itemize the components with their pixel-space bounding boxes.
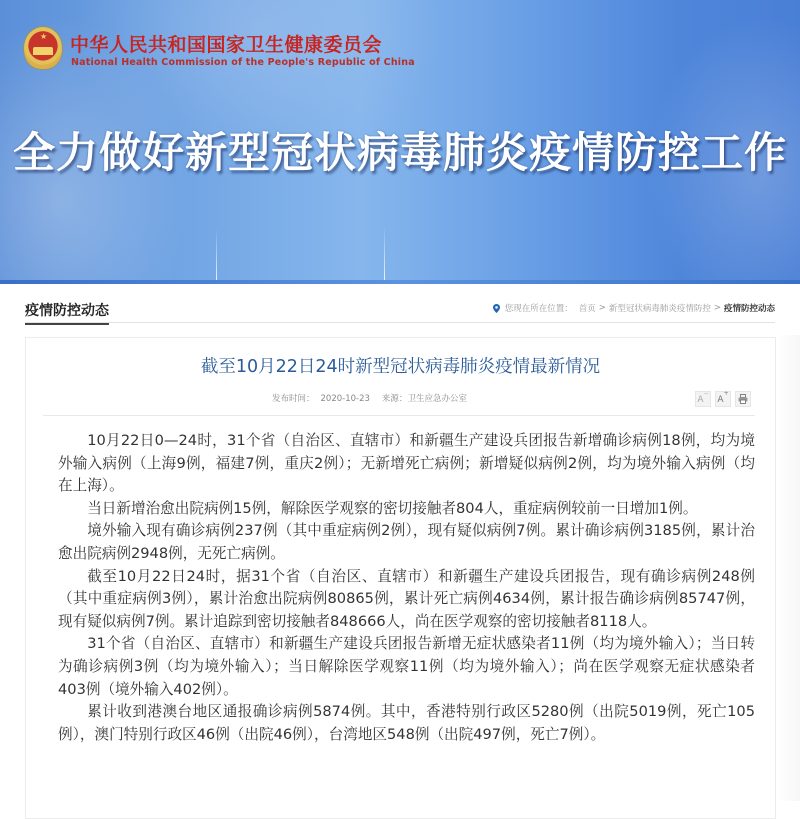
article-paragraph: 截至10月22日24时，据31个省（自治区、直辖市）和新疆生产建设兵团报告，现有确诊病例248例（其中重症病例3例），累计治愈出院病例80865例，累计死亡病例4634例，累计报告确诊病例85747例，现有疑似病例7例。累计追踪到密切接触者848666人，尚在医学观察的密切接触者8118人。 <box>58 567 755 630</box>
section-header <box>25 292 775 323</box>
breadcrumb-home[interactable]: 首页 <box>578 304 596 314</box>
meta-divider <box>43 415 755 416</box>
decrease-font-button[interactable] <box>695 391 711 407</box>
org-name-cn[interactable]: 中华人民共和国国家卫生健康委员会 <box>70 34 383 56</box>
article-tools <box>695 391 751 407</box>
breadcrumb-current[interactable]: 疫情防控动态 <box>723 304 775 314</box>
watermark-fade <box>610 765 730 801</box>
article-card <box>25 337 776 819</box>
breadcrumb-covid-prevention[interactable]: 新型冠状病毒肺炎疫情防控 <box>608 304 711 314</box>
section-title: 疫情防控动态 <box>25 300 109 325</box>
article-title: 截至10月22日24时新型冠状病毒肺炎疫情最新情况 <box>200 357 601 377</box>
breadcrumb-prefix: 您现在所在位置： <box>504 304 573 314</box>
emblem-gate-icon <box>33 47 53 55</box>
decorative-line <box>216 228 217 284</box>
article-paragraph: 当日新增治愈出院病例15例，解除医学观察的密切接触者804人，重症病例较前一日增加1例。 <box>87 499 698 517</box>
decorative-line <box>384 225 385 284</box>
location-pin-icon <box>493 304 500 313</box>
article-body <box>58 430 755 746</box>
breadcrumb-separator: > <box>598 303 606 313</box>
decrease-font-icon: A− <box>697 390 709 405</box>
increase-font-button[interactable] <box>715 391 731 407</box>
article-meta <box>272 392 473 404</box>
banner-slogan: 全力做好新型冠状病毒肺炎疫情防控工作 <box>12 128 787 177</box>
article-paragraph: 10月22日0—24时，31个省（自治区、直辖市）和新疆生产建设兵团报告新增确诊病例18例，均为境外输入病例（上海9例，福建7例，重庆2例）；无新增死亡病例；新增疑似病例2例，均为境外输入病例（均在上海）。 <box>58 432 755 495</box>
site-banner <box>0 0 800 284</box>
source-value: 卫生应急办公室 <box>407 394 467 404</box>
article-paragraph: 31个省（自治区、直辖市）和新疆生产建设兵团报告新增无症状感染者11例（均为境外输入）；当日转为确诊病例3例（均为境外输入）；当日解除医学观察11例（均为境外输入）；尚在医学观察无症状感染者403例（境外输入402例）。 <box>58 635 755 698</box>
print-icon <box>738 394 748 404</box>
emblem-star-icon: ★ <box>40 32 48 41</box>
article-paragraph: 累计收到港澳台地区通报确诊病例5874例。其中，香港特别行政区5280例（出院5019例，死亡105例），澳门特别行政区46例（出院46例），台湾地区548例（出院497例，死亡7例）。 <box>58 703 755 743</box>
article-paragraph: 境外输入现有确诊病例237例（其中重症病例2例），现有疑似病例7例。累计确诊病例3185例，累计治愈出院病例2948例，无死亡病例。 <box>58 522 755 562</box>
publish-label: 发布时间： <box>272 394 315 404</box>
breadcrumb-separator: > <box>713 303 721 313</box>
print-button[interactable] <box>735 391 751 407</box>
publish-date: 2020-10-23 <box>320 394 370 404</box>
source-label: 来源： <box>381 394 408 404</box>
breadcrumb <box>493 302 775 314</box>
page-right-margin <box>776 335 800 801</box>
org-name-en[interactable]: National Health Commission of the People's Republic of China <box>71 57 415 68</box>
increase-font-icon: A+ <box>717 390 729 405</box>
